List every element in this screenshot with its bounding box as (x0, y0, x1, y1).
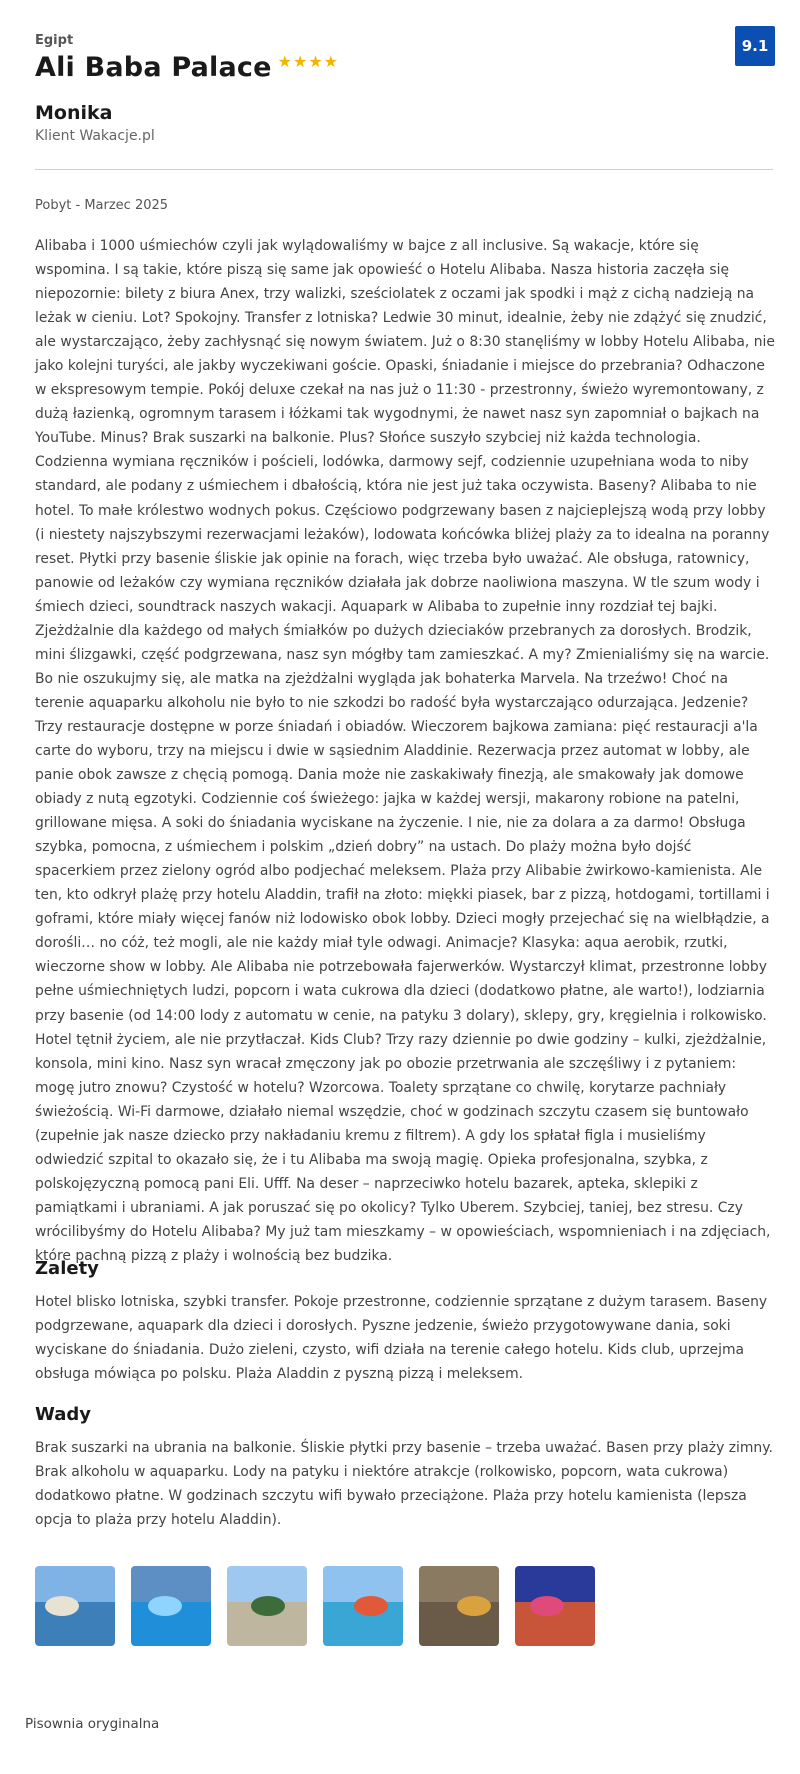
score-badge: 9.1 (735, 26, 775, 66)
photo-lobby[interactable] (419, 1566, 499, 1646)
photo-garden[interactable] (227, 1566, 307, 1646)
pros-text: Hotel blisko lotniska, szybki transfer. Pokoje przestronne, codziennie sprzątane z dużym tarasem. Baseny podgrzewane, aquapark dla dzieci i dorosłych. Pyszne jedzenie, świeżo przygotowywane dania, soki wyciskane do śniadania. Dużo zieleni, czysto, wifi działa na terenie całego hotelu. Kids club, uprzejma obsługa mówiąca po polsku. Plaża Aladdin z pyszną pizzą i meleksem. (35, 1294, 768, 1383)
hotel-name[interactable]: Ali Baba Palace (35, 52, 272, 83)
photo-gallery (35, 1566, 595, 1646)
original-spelling-note: Pisownia oryginalna (25, 1716, 160, 1732)
pros-title: Zalety (35, 1258, 99, 1279)
photo-aquapark[interactable] (323, 1566, 403, 1646)
divider (35, 169, 773, 170)
review-text: Alibaba i 1000 uśmiechów czyli jak wylądowaliśmy w bajce z all inclusive. Są wakacje, które się wspomina. I są takie, które piszą się same jak opowieść o Hotelu Alibaba. Nasza historia zaczęła się niepozornie: bilety z biura Anex, trzy walizki, sześciolatek z oczami jak spodki i mąż z cichą nadzieją na leżak w cieniu. Lot? Spokojny. Transfer z lotniska? Ledwie 30 minut, idealnie, żeby nie zdążyć się znudzić, ale wystarczająco, żeby zachłysnąć się nowym światem. Już o 8:30 stanęliśmy w lobby Hotelu Alibaba, nie jako kolejni turyści, ale jakby wyczekiwani goście. Opaski, śniadanie i miejsce do przebrania? Odhaczone w ekspresowym tempie. Pokój deluxe czekał na nas już o 11:30 - przestronny, świeżo wyremontowany, z dużą łazienką, ogromnym tarasem i łóżkami tak wygodnymi, że nawet nasz syn zapomniał o bajkach na YouTube. Minus? Brak suszarki na balkonie. Plus? Słońce suszyło szybciej niż każda technologia. Codzienna wymiana ręczników i pościeli, lodówka, darmowy sejf, codziennie uzupełniana woda to niby standard, ale podany z uśmiechem i dbałością, która nie jest już taka oczywista. Baseny? Alibaba to nie hotel. To małe królestwo wodnych pokus. Częściowo podgrzewany basen z najcieplejszą wodą przy lobby (i niestety najszybszymi rezerwacjami leżaków), lodowata końcówka bliżej plaży za to idealna na poranny reset. Płytki przy basenie śliskie jak opinie na forach, więc trzeba było uważać. Ale obsługa, ratownicy, panowie od leżaków czy wymiana ręczników działała jak dobrze naoliwiona maszyna. W tle szum wody i śmiech dzieci, soundtrack naszych wakacji. Aquapark w Alibaba to zupełnie inny rozdział tej bajki. Zjeżdżalnie dla każdego od małych śmiałków po dużych dzieciaków przebranych za dorosłych. Brodzik, mini ślizgawki, część podgrzewana, nasz syn mógłby tam zamieszkać. A my? Zmienialiśmy się na warcie. Bo nie oszukujmy się, ale matka na zjeżdżalni wygląda jak bohaterka Marvela. Na trzeźwo! Choć na terenie aquaparku alkoholu nie było to nie szkodzi bo radość była wystarczająco odurzająca. Jedzenie? Trzy restauracje dostępne w porze śniadań i obiadów. Wieczorem bajkowa zamiana: pięć restauracji a'la carte do wyboru, trzy na miejscu i dwie w sąsiednim Aladdinie. Rezerwacja przez automat w lobby, ale panie obok zawsze z chęcią pomogą. Dania może nie zaskakiwały finezją, ale smakowały jak domowe obiady z nutą egzotyki. Codziennie coś świeżego: jajka w każdej wersji, makarony robione na patelni, grillowane mięsa. A soki do śniadania wyciskane na życzenie. I nie, nie za dolara a za darmo! Obsługa szybka, pomocna, z uśmiechem i polskim „dzień dobry” na ustach. Do plaży można było dojść spacerkiem przez zielony ogród albo podjechać meleksem. Plaża przy Alibabie żwirkowo-kamienista. Ale ten, kto odkrył plażę przy hotelu Aladdin, trafił na złoto: miękki piasek, bar z pizzą, hotdogami, tortillami i goframi, które miały więcej fanów niż lodowisko obok lobby. Dzieci mogły przejechać się na wielbłądzie, a dorośli… no cóż, też mogli, ale nie każdy miał tyle odwagi. Animacje? Klasyka: aqua aerobik, rzutki, wieczorne show w lobby. Ale Alibaba nie potrzebowała fajerwerków. Wystarczył klimat, przestronne lobby pełne uśmiechniętych ludzi, popcorn i wata cukrowa dla dzieci (dodatkowo płatne, ale warto!), lodziarnia przy basenie (od 14:00 lody z automatu w cenie, na patyku 3 dolary), sklepy, gry, kręgielnia i rolkowisko. Hotel tętnił życiem, ale nie przytłaczał. Kids Club? Trzy razy dziennie po dwie godziny – kulki, zjeżdżalnie, konsola, mini kino. Nasz syn wracał zmęczony jak po obozie przetrwania ale szczęśliwy i z pytaniem: mogę jutro znowu? Czystość w hotelu? Wzorcowa. Toalety sprzątane co chwilę, korytarze pachniały świeżością. Wi-Fi darmowe, działało niemal wszędzie, choć w godzinach szczytu czasem się buntowało (zupełnie jak nasze dziecko przy nakładaniu kremu z filtrem). A gdy los spłatał figla i musieliśmy odwiedzić szpital to okazało się, że i tu Alibaba ma swoją magię. Opieka profesjonalna, szybka, z polskojęzyczną pomocą pani Eli. Ufff. Na deser – naprzeciwko hotelu bazarek, apteka, sklepiki z pamiątkami i ubraniami. A jak poruszać się po okolicy? Tylko Uberem. Szybciej, taniej, bez stresu. Czy wrócilibyśmy do Hotelu Alibaba? My już tam mieszkamy – w opowieściach, wspomnieniach i na zdjęciach, które pachną pizzą z plaży i wolnością bez budzika. (35, 238, 775, 1264)
star-rating: ★★★★ (277, 52, 340, 71)
photo-pool[interactable] (131, 1566, 211, 1646)
stay-date: Pobyt - Marzec 2025 (35, 198, 169, 213)
country-label: Egipt (35, 33, 74, 48)
photo-restaurant[interactable] (515, 1566, 595, 1646)
cons-title: Wady (35, 1404, 91, 1425)
author-subtitle: Klient Wakacje.pl (35, 128, 155, 144)
cons-text: Brak suszarki na ubrania na balkonie. Śliskie płytki przy basenie – trzeba uważać. Basen przy plaży zimny. Brak alkoholu w aquaparku. Lody na patyku i niektóre atrakcje (rolkowisko, popcorn, wata cukrowa) dodatkowo płatne. W godzinach szczytu wifi bywało przeciążone. Plaża przy hotelu kamienista (lepsza opcja to plaża przy hotelu Aladdin). (35, 1440, 773, 1529)
author-name: Monika (35, 102, 113, 124)
photo-pool-slides[interactable] (35, 1566, 115, 1646)
hotel-title-row (35, 52, 339, 83)
